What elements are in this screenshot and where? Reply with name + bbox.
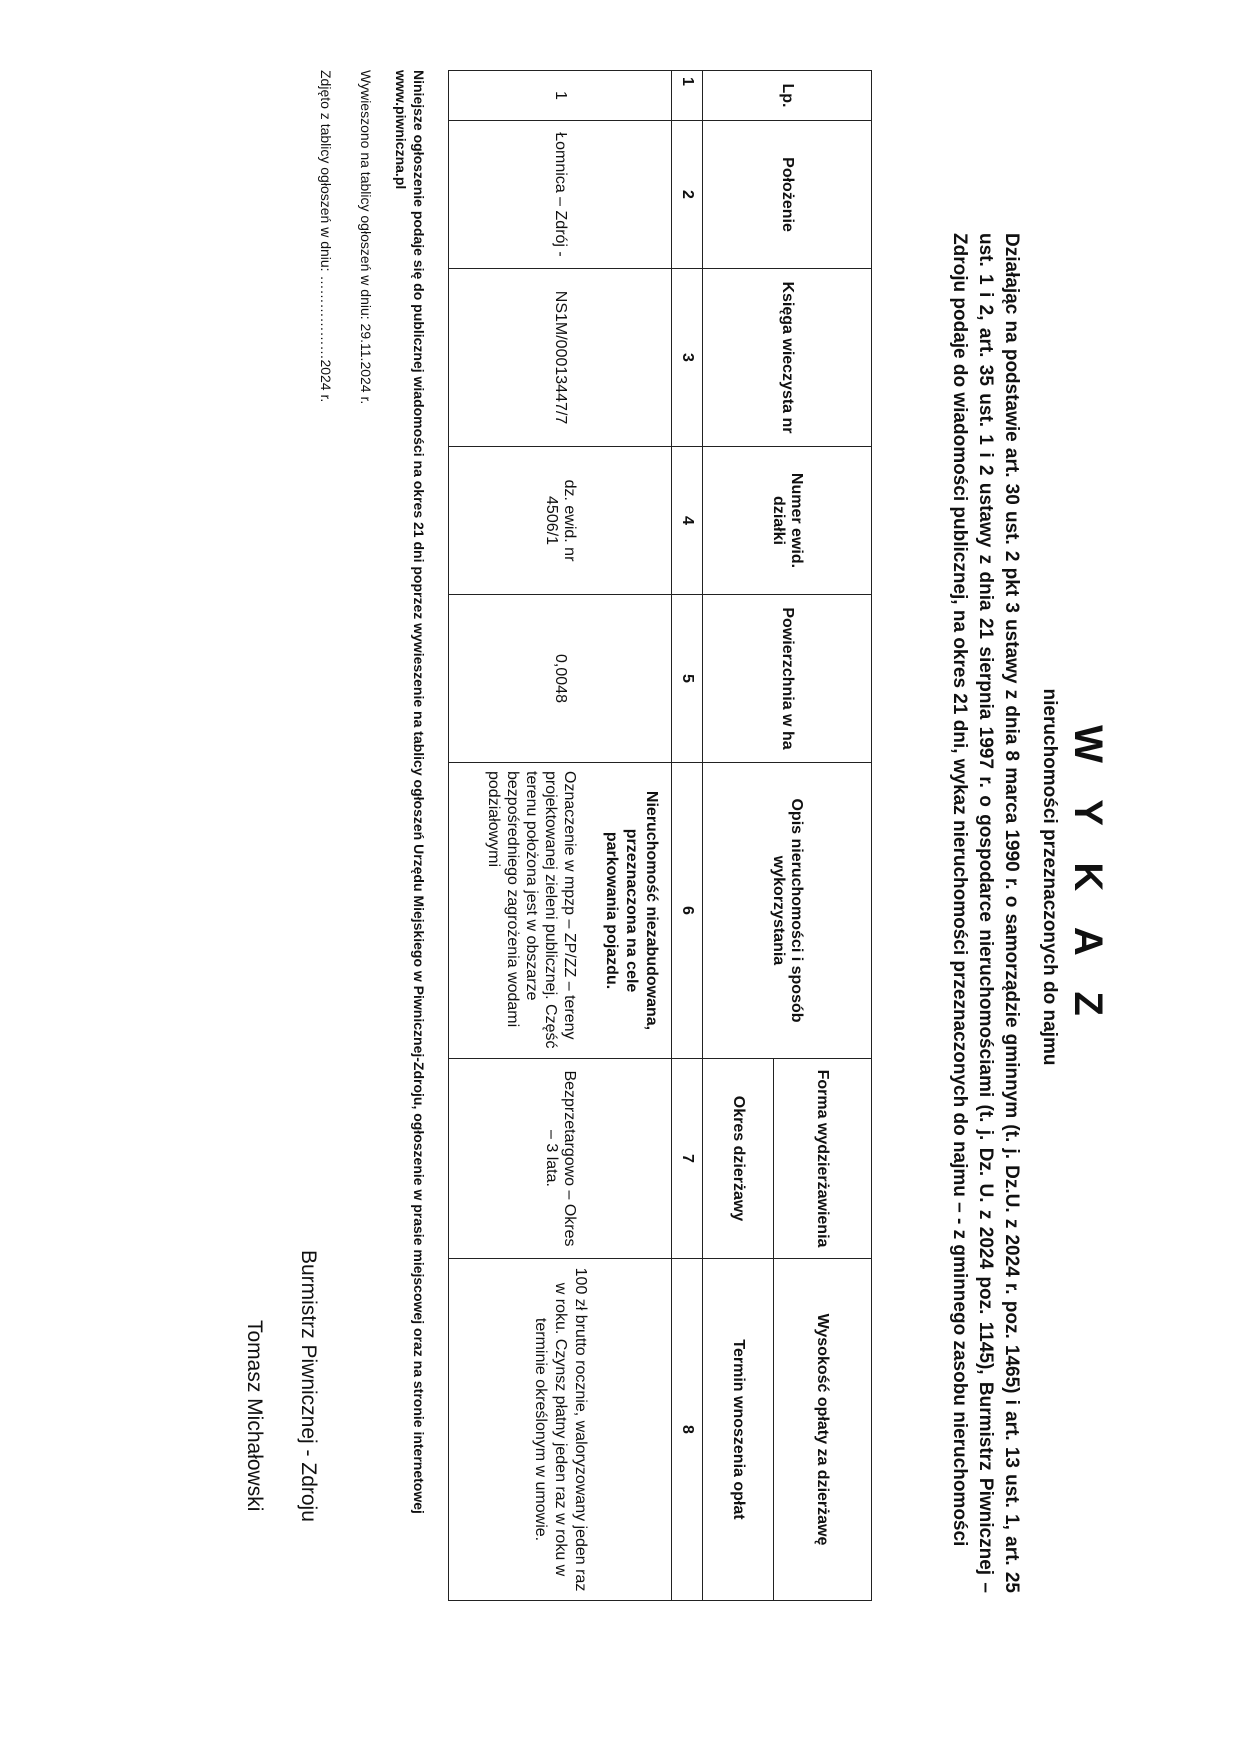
header-opis: Opis nieruchomości i sposób wykorzystania — [703, 763, 872, 1059]
column-number: 1 — [672, 71, 703, 121]
column-number: 8 — [672, 1259, 703, 1601]
intro-paragraph: Działając na podstawie art. 30 ust. 2 pkt 3 ustawy z dnia 8 marca 1990 r. o samorządzie gminnym (t. j. Dz.U. z 2024 r. poz. 1465) i art. 13 ust. 1, art. 25 ust. 1 i 2, art. 35 ust. 1 i 2 ustawy z dnia 21 sierpnia 1997 r. o gospodarce nieruchomościami (t. j. Dz. U. z 2024 poz. 1145), Burmistrz Piwnicznej – Zdroju podaje do wiadomości publicznej, na okres 21 dni, wykaz nieruchomości przeznaczonych do najmu – - z gminnego zasobu nieruchomości — [949, 233, 1022, 1593]
publication-notice: Niniejsze ogłoszenie podaje się do publicznej wiadomości na okres 21 dni poprzez wywieszenie na tablicy ogłoszeń Urzędu Miejskiego w Piwnicznej-Zdroju, ogłoszenie w prasie miejscowej oraz na stronie internetowej www.piwniczna.pl — [393, 70, 427, 1514]
opis-title: Nieruchomość niezabudowana, przeznaczona na cele parkowania pojazdu. — [603, 790, 660, 1031]
table-row — [449, 71, 672, 1601]
header-ksiega: Księga wieczysta nr — [703, 269, 872, 447]
header-okres: Okres dzierżawy — [703, 1059, 774, 1259]
signature-role: Burmistrz Piwnicznej - Zdroju — [297, 1250, 320, 1522]
column-number: 6 — [672, 763, 703, 1059]
document-title: W Y K A Z — [1066, 725, 1110, 1029]
removed-date: Zdjęto z tablicy ogłoszeń w dniu: ………………2024 r. — [318, 70, 334, 403]
opis-body: Oznaczenie w mpzp – ZP/ZZ – tereny projektowanej zieleni publicznej. Część terenu położona jest w obszarze bezpośredniego zagrożenia wodami podziałowymi — [485, 771, 578, 1049]
column-number: 4 — [672, 447, 703, 595]
document-subtitle: nieruchomości przeznaczonych do najmu — [1039, 688, 1060, 1066]
header-wysokosc: Wysokość opłaty za dzierżawę — [774, 1259, 872, 1601]
cell-powierzchnia: 0,0048 — [449, 595, 672, 763]
column-number-row — [672, 71, 703, 1601]
header-forma: Forma wydzierżawienia — [774, 1059, 872, 1259]
column-number: 3 — [672, 269, 703, 447]
cell-oplata: 100 zł brutto rocznie, waloryzowany jeden raz w roku. Czynsz płatny jeden raz w roku w terminie określonym w umowie. — [449, 1259, 672, 1601]
cell-forma: Bezprzetargowo – Okres – 3 lata. — [449, 1059, 672, 1259]
cell-lp: 1 — [449, 71, 672, 121]
header-lp: Lp. — [703, 71, 872, 121]
cell-polozenie: Łomnica – Zdrój - — [449, 121, 672, 269]
header-polozenie: Położenie — [703, 121, 872, 269]
posted-date: Wywieszono na tablicy ogłoszeń w dniu: 29.11.2024 r. — [358, 70, 374, 405]
column-number: 5 — [672, 595, 703, 763]
cell-numer: dz. ewid. nr 4506/1 — [449, 447, 672, 595]
cell-opis — [449, 763, 672, 1059]
header-powierzchnia: Powierzchnia w ha — [703, 595, 872, 763]
header-numer: Numer ewid. działki — [703, 447, 872, 595]
header-termin: Termin wnoszenia opłat — [703, 1259, 774, 1601]
column-number: 2 — [672, 121, 703, 269]
signature-name: Tomasz Michałowski — [243, 1320, 266, 1512]
column-number: 7 — [672, 1059, 703, 1259]
property-table — [448, 70, 872, 1601]
cell-ksiega: NS1M/00013447/7 — [449, 269, 672, 447]
